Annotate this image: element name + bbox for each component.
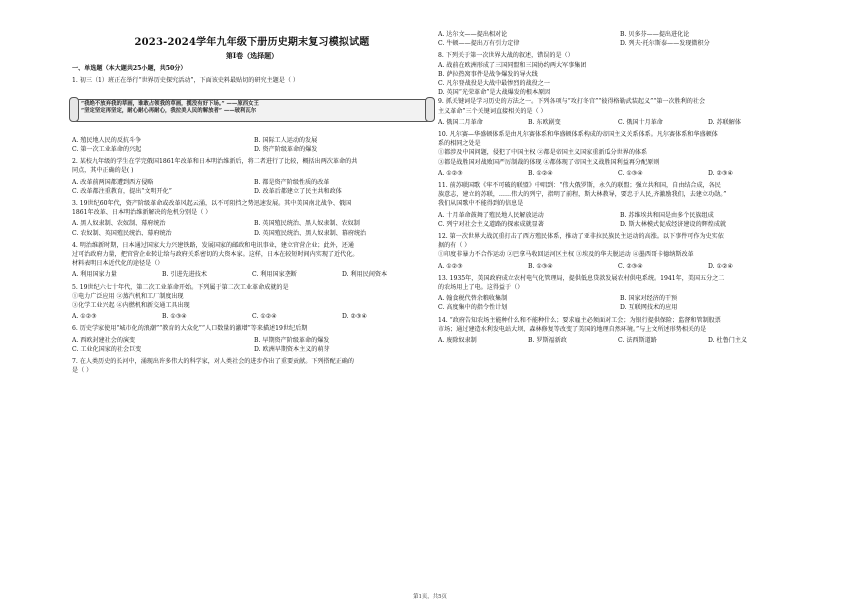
option-c: C. 俄国十月革命 (618, 118, 663, 126)
question-2-line: 2. 某校九年级的学生在学完俄国1861年改革和日本明治维新后，将二者进行了比较，概括出两次革命的共 (72, 158, 358, 166)
question-13-line: 13. 1935年，美国政府成立农村电气化管理局，提供低息贷款发展农村供电系统。1941年，美国五分之二 (438, 274, 725, 282)
quote-line-1: “我绝不放弃我的草画，谁敢占领我的草画，揽没有好下场。” ——原西女王 (81, 100, 259, 107)
question-7-line: 7. 在人类历史的长河中，涌现出许多伟大的科学家，对人类社会的进步作出了重要贡献。下列搭配正确的 (72, 358, 354, 366)
question-10-line: 系的相同之处是 (438, 140, 481, 148)
question-9-options (438, 118, 798, 127)
question-13-line: 的农场用上了电。这得益于（） (438, 284, 524, 292)
option-d: D. 资产阶级革命的爆发 (254, 146, 318, 154)
question-13-options (438, 294, 798, 312)
option-c: C. 农奴制、英国殖民统治、幕府统治 (72, 229, 172, 237)
question-2-options (72, 178, 432, 196)
option-a: A. 十月革命鼓舞了殖民地人民解放运动 (438, 211, 544, 219)
option-b: B. 萨拉热窝事件是战争爆发的导火线 (438, 70, 538, 78)
option-b: B. ①③④ (528, 262, 553, 270)
option-c: C. ①③④ (618, 169, 643, 177)
question-4-line: 4. 明治维新时期，日本通过国家大力兴建铁路，发展国家的邮政和电讯事业，建立官营企业；此外，还通 (72, 241, 354, 249)
question-4-line: 过可治政府力量，把官营企业转让给与政府关系密切的大资本家。这样，日本在较短时间内实现了近代化。 (72, 251, 359, 259)
option-c: C. 工业化国家的社会巨变 (72, 345, 142, 353)
question-10-line: ①都涉及中国问题，侵犯了中国主权 ②都是帝国主义国家重新瓜分世界的体系 (438, 149, 648, 157)
option-d: D. ①②④ (708, 262, 733, 270)
option-c: C. 第一次工业革命的兴起 (72, 146, 142, 154)
section-heading: 一、单选题（本大题共25小题，共50分） (72, 65, 187, 73)
question-10-options (438, 169, 798, 178)
option-c: C. 改革都注重教育，提出“文明开化” (72, 187, 172, 195)
page-title: 2023-2024学年九年级下册历史期末复习模拟试题 (134, 37, 370, 48)
option-a: A. ①②③ (438, 169, 463, 177)
volume-heading: 第Ⅰ卷（选择题） (225, 51, 279, 61)
question-6-line: 6. 历史学家使用“城市化的浪潮”“教育的大众化”“人口数量的激增”等来描述19世纪后期 (72, 325, 308, 333)
option-c: C. ②③④ (618, 262, 643, 270)
question-10-line: ③都是战胜国对战败国严厉制裁的体现 ④都体现了帝国主义战胜国利益再分配原则 (438, 158, 660, 166)
question-1: 1. 初三（1）班正在举行“世界历史探究活动”，下面该史料最贴切的研究主题是（ ） (72, 76, 299, 84)
option-b: B. 贝多芬——提出进化论 (620, 31, 690, 38)
option-a: A. 殖民地人民的反抗斗争 (72, 136, 142, 144)
option-b: B. 国际工人运动的发展 (254, 136, 318, 144)
option-d: D. 欧洲早期资本主义的萌芽 (254, 345, 330, 353)
option-a: A. 俄国二月革命 (438, 118, 483, 126)
option-a: A. ①②③ (72, 313, 97, 321)
question-8-line: 8. 下列关于第一次世界大战的叙述，错误的是（） (438, 52, 574, 60)
question-2-line: 同点，其中正确的是( ) (72, 167, 134, 175)
question-3-line: 3. 19世纪60年代，资产阶级革命或改革风起云涌，以不可阻挡之势迅速发展。其中美国南北战争、俄国 (72, 200, 352, 208)
option-d: D. 斯大林模式促成经济建设的辉煌成就 (620, 220, 727, 228)
question-12-line: 据的有（ ） (438, 242, 471, 250)
question-12-options (438, 262, 798, 271)
question-5-line: ①电力广泛应用 ②蒸汽机和工厂制度出现 (72, 292, 184, 300)
option-c: C. 牛顿——提出万有引力定律 (438, 40, 520, 48)
left-column (72, 28, 432, 375)
question-11-line: 11. 前苏联国歌《牢不可破的联盟》中唱到：“伟大俄罗斯，永久的联盟；强立共和国，自由结合成，各民 (438, 182, 721, 190)
option-a: A. 战前在欧洲形成了三国同盟和三国协约两大军事集团 (438, 61, 587, 69)
option-b: B. 英国殖民统治、黑人奴隶制、农奴制 (254, 220, 360, 228)
question-7-options (438, 30, 798, 48)
option-d: D. 互联网技术的应用 (620, 304, 678, 312)
question-5-line: ③化学工业兴起 ④内燃机和新交通工具出现 (72, 302, 190, 310)
question-5-options (72, 312, 432, 321)
option-b: B. 罗斯福新政 (528, 337, 567, 345)
question-12-line: 12. 第一次世界大战沉重打击了西方殖民体系，推动了亚非拉民族民主运动的高涨。以下事件可作为史实依 (438, 233, 724, 241)
option-c: C. 法西斯道路 (618, 337, 657, 345)
quote-scroll (74, 99, 430, 122)
option-d: D. 改革后都建立了民主共和政体 (254, 187, 342, 195)
option-d: D. 利用民间资本 (342, 271, 388, 279)
option-c: C. ①②④ (252, 313, 277, 321)
option-a: A. 翰食税代替余粮收集制 (438, 295, 508, 303)
question-12-items: ①印度非暴力不合作运动 ②巴拿马收回运河区主权 ③埃及的华夫脱运动 ④墨西哥卡德纳斯改革 (438, 251, 694, 259)
option-c: C. 高度集中的指令性计划 (438, 304, 508, 312)
option-b: B. 国家对经济的干预 (620, 295, 678, 303)
option-b: B. ①②④ (528, 169, 553, 177)
question-11-line: 我们从国歌中不能得到的信息是 (438, 200, 524, 208)
option-b: B. 早期资产阶级革命的爆发 (254, 336, 330, 344)
question-11-options (438, 211, 798, 229)
option-c: C. 利用国家垄断 (252, 271, 297, 279)
option-a: A. 达尔文——提出相对论 (438, 31, 508, 38)
option-d: D. 苏联解体 (708, 118, 741, 126)
option-a: A. 改革前两国都遭到西方侵略 (72, 178, 154, 186)
option-d: D. 列夫·托尔斯泰——发现微积分 (620, 40, 710, 48)
option-d: D. ②③④ (342, 313, 367, 321)
option-a: A. 利用国家力量 (72, 271, 117, 279)
question-3-options (72, 219, 432, 237)
option-b: B. ①③④ (162, 313, 187, 321)
question-5-line: 5. 19世纪六七十年代，第二次工业革命开始。下列属于第二次工业革命成就的是 (72, 283, 289, 291)
option-c: C. 凡尔登战役是大战中最惨烈的战役之一 (438, 80, 550, 88)
question-9-line: 主义革命”三个关键词直接相关的是（ ） (438, 107, 547, 115)
question-14-line: 14. “政府告知农场主能种什么和不能种什么；要求雇主必须面对工会；为银行提供保险；监督和管制股票 (438, 316, 721, 324)
page-number: 第1页，共5页 (413, 594, 447, 600)
question-7-line: 是（ ） (72, 367, 93, 375)
question-11-line: 族意志，建立的苏联，……伟大的列宁，指明了前程，斯大林教导，要忠于人民,齐激励我们，去建立功勋。” (438, 191, 727, 199)
option-a: A. ①②③ (438, 262, 463, 270)
option-d: D. 英国“光荣革命”是大战爆发的根本原因 (438, 89, 551, 97)
question-3-line: 1861年改革、日本明治维新解决的危机分别是（ ） (72, 209, 212, 217)
question-10-line: 10. 凡尔赛—华盛顿体系是由凡尔赛体系和华盛顿体系构成的帝国主义关系体系。凡尔赛体系和华盛顿体 (438, 131, 718, 139)
question-4-options (72, 270, 432, 279)
option-d: D. 英国殖民统治、黑人奴隶制、幕府统治 (254, 229, 367, 237)
option-b: B. 都是资产阶级性质的改革 (254, 178, 330, 186)
question-14-line: 市场；通过建造水利发电站大坝、森林修复等改变了美国的地理自然环境。”与上文所述形势相关的是 (438, 325, 707, 333)
right-column (438, 28, 798, 348)
quote-line-2: “坚定坚定再坚定，耐心耐心再耐心，我拉美人民的解放者” ——玻利瓦尔 (81, 108, 257, 115)
question-4-line: 材料表明日本近代化的途径是（） (72, 260, 164, 268)
question-6-options (72, 336, 432, 354)
option-b: B. 引进先进技术 (162, 271, 207, 279)
option-d: D. 杜鲁门主义 (708, 337, 748, 345)
option-c: C. 列宁对社会主义道路的探索成就显著 (438, 220, 544, 228)
option-b: B. 东欧剧变 (528, 118, 561, 126)
option-a: A. 废除奴隶制 (438, 337, 477, 345)
option-b: B. 苏维埃共和国是由多个民族组成 (620, 211, 714, 219)
question-9-line: 9. 抓关键词是学习历史的方法之一。下列各项与“攻打冬宫”“彼得格勒武装起义”“第一次胜利的社会 (438, 98, 706, 106)
question-1-options (72, 136, 432, 154)
option-a: A. 西欧封建社会的演变 (72, 336, 136, 344)
option-a: A. 黑人奴隶制、农奴制、幕府统治 (72, 220, 166, 228)
option-d: D. ②③④ (708, 169, 733, 177)
question-14-options (438, 336, 798, 345)
